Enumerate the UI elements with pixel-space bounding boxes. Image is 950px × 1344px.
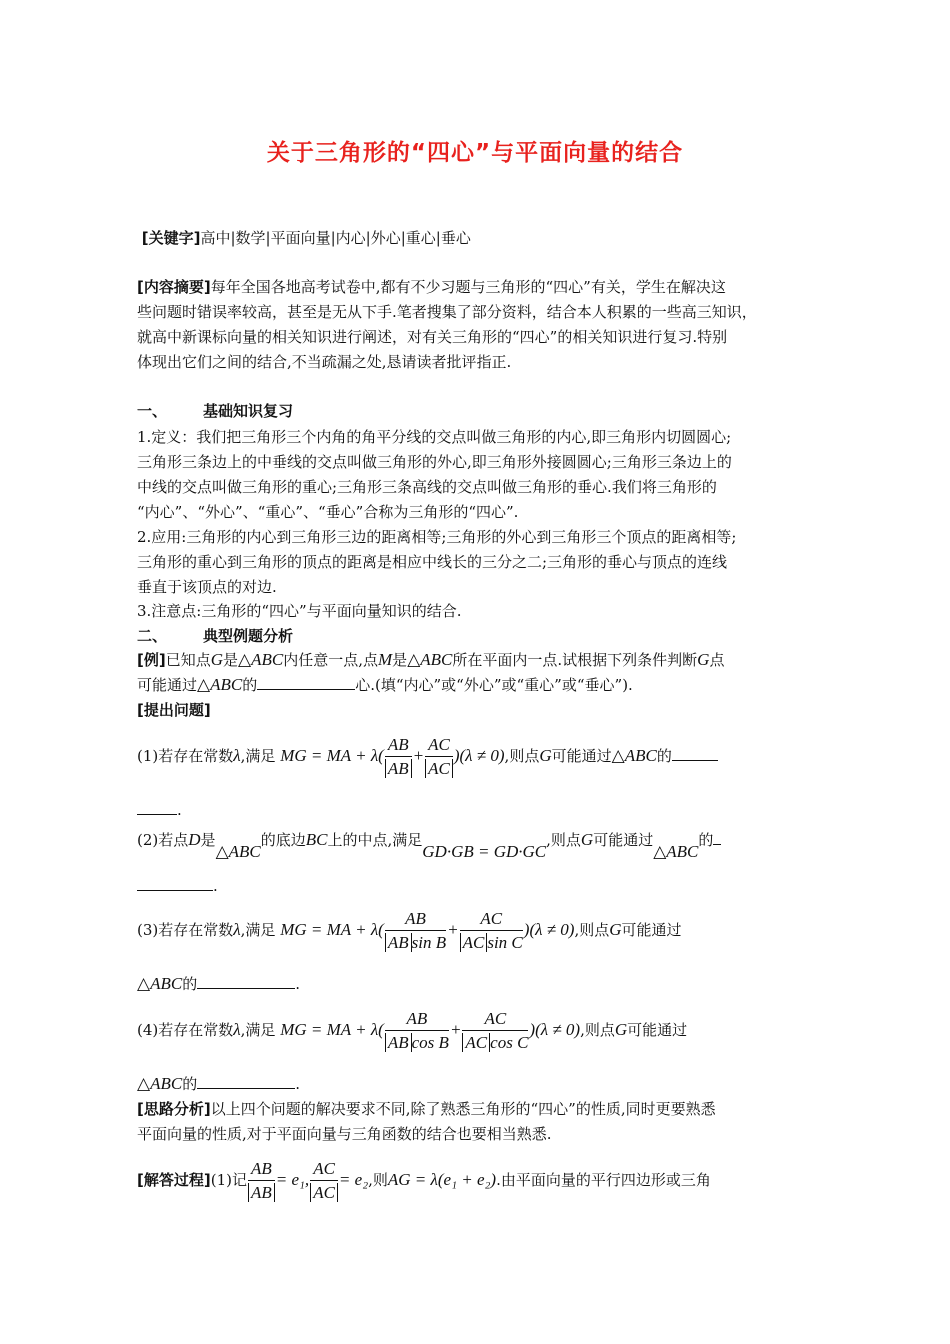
text: ,满足 xyxy=(240,1021,276,1039)
section-heading-2 xyxy=(137,624,817,648)
text: . xyxy=(177,801,182,819)
text: 的 xyxy=(242,676,258,694)
section-number: 二、 xyxy=(137,627,168,645)
text: ,满足 xyxy=(240,747,276,765)
abstract-text: 每年全国各地高考试卷中,都有不少习题与三角形的“四心”有关，学生在解决这 xyxy=(210,278,726,296)
fraction-ab xyxy=(248,1158,275,1205)
text: .由平面向量的平行四边形或三角 xyxy=(496,1171,711,1189)
math-triangle: △ABC xyxy=(238,650,284,669)
math-triangle: △ABC xyxy=(653,842,699,861)
text: ,则点 xyxy=(546,831,581,849)
text: 可能通过 xyxy=(627,1021,688,1039)
text: 的 xyxy=(656,747,672,765)
abstract-line-2: 些问题时错误率较高，甚至是无从下手.笔者搜集了部分资料，结合本人积累的一些高三知识， xyxy=(137,303,757,321)
denominator: AB xyxy=(385,1033,412,1052)
math-equation: AG = λ(e₁ + e₂) xyxy=(387,1170,497,1189)
text: 可能通过 xyxy=(551,747,612,765)
document-title: 关于三角形的“四心”与平面向量的结合 xyxy=(266,140,684,166)
text: . xyxy=(295,1075,300,1093)
abstract-label: [内容摘要] xyxy=(137,278,211,296)
text: ,则 xyxy=(368,1171,388,1189)
question-number: (3) xyxy=(137,921,159,939)
numerator: AC xyxy=(310,1158,338,1181)
section1-line-4: “内心”、“外心”、“重心”、“垂心”合称为三角形的“四心”. xyxy=(137,503,519,521)
denominator: AC xyxy=(462,1033,490,1052)
answer-blank xyxy=(257,675,355,690)
math-lambda: λ xyxy=(233,746,241,765)
plus-sign: + xyxy=(412,746,425,765)
section1-line-6: 三角形的重心到三角形的顶点的距离是相应中线长的三分之二;三角形的垂心与顶点的连线 xyxy=(137,553,728,571)
question-number: (1) xyxy=(137,747,159,765)
numerator: AC xyxy=(462,1008,528,1031)
text: 若点 xyxy=(158,831,189,849)
section-title: 基础知识复习 xyxy=(203,402,294,420)
solution-label: [解答过程] xyxy=(137,1171,211,1189)
question-2-continued xyxy=(137,874,817,898)
denominator: AB xyxy=(385,759,412,778)
math-bc: BC xyxy=(305,830,328,849)
text: 是 xyxy=(223,651,239,669)
math-equation: GD·GB = GD·GC xyxy=(422,842,547,861)
math-triangle: △ABC xyxy=(197,675,243,694)
question-4-continued xyxy=(137,1072,817,1096)
section-number: 一、 xyxy=(137,402,168,420)
question-1-continued xyxy=(137,798,817,822)
math-triangle: △ABC xyxy=(611,746,657,765)
question-2 xyxy=(137,824,817,861)
example-line-2 xyxy=(137,673,817,697)
keywords-label: [关键字] xyxy=(141,229,201,247)
text: 上的中点,满足 xyxy=(327,831,423,849)
fraction-ac xyxy=(310,1158,338,1205)
text: . xyxy=(213,877,218,895)
question-3-continued xyxy=(137,972,817,996)
denominator: AB xyxy=(385,933,412,952)
trig: sin B xyxy=(411,932,447,952)
text: 可能通过 xyxy=(593,831,654,849)
abstract-line-4: 体现出它们之间的结合,不当疏漏之处,恳请读者批评指正. xyxy=(137,353,512,371)
plus-sign: + xyxy=(447,920,459,939)
text: 是 xyxy=(200,831,216,849)
answer-blank xyxy=(137,800,177,815)
text: 的 xyxy=(698,831,714,849)
fraction-ac xyxy=(425,734,453,781)
text: 的 xyxy=(182,975,198,993)
analysis-text: 以上四个问题的解决要求不同,除了熟悉三角形的“四心”的性质,同时更要熟悉 xyxy=(210,1100,716,1118)
denominator: AC xyxy=(460,933,488,952)
section1-line-7: 垂直于该顶点的对边. xyxy=(137,578,277,596)
math-g: G xyxy=(539,746,552,765)
math-triangle: △ABC xyxy=(137,1074,183,1093)
numerator: AB xyxy=(385,734,412,757)
answer-blank xyxy=(137,876,213,891)
text: 心.(填“内心”或“外心”或“重心”或“垂心”). xyxy=(355,676,633,694)
text: 是 xyxy=(392,651,408,669)
abstract-line-3: 就高中新课标向量的相关知识进行阐述，对有关三角形的“四心”的相关知识进行复习.特别 xyxy=(137,328,728,346)
denominator: AB xyxy=(248,1183,275,1202)
text: ,则点 xyxy=(580,1021,615,1039)
section1-line-8: 3.注意点:三角形的“四心”与平面向量知识的结合. xyxy=(137,602,462,620)
text: 的 xyxy=(182,1075,198,1093)
questions-label: [提出问题] xyxy=(137,701,211,719)
answer-blank xyxy=(672,746,718,761)
math-g: G xyxy=(697,650,710,669)
section1-line-3: 中线的交点叫做三角形的重心;三角形三条高线的交点叫做三角形的垂心.我们将三角形的 xyxy=(137,478,717,496)
numerator: AB xyxy=(385,908,446,931)
analysis-label: [思路分析] xyxy=(137,1100,211,1118)
question-4 xyxy=(137,1002,817,1058)
numerator: AC xyxy=(460,908,523,931)
numerator: AC xyxy=(425,734,453,757)
math-triangle: △ABC xyxy=(137,974,183,993)
text: 若存在常数 xyxy=(158,1021,234,1039)
plus-sign: + xyxy=(449,1020,462,1039)
question-number: (4) xyxy=(137,1021,159,1039)
text: 可能通过 xyxy=(621,921,682,939)
text: 若存在常数 xyxy=(158,921,234,939)
math-expression: MG = MA + λ( xyxy=(280,920,384,939)
math-g: G xyxy=(580,830,594,849)
text: 内任意一点,点 xyxy=(283,651,378,669)
numerator: AB xyxy=(385,1008,449,1031)
fraction-ab-sin xyxy=(385,908,446,955)
trig: sin C xyxy=(487,932,523,952)
text: (1)记 xyxy=(210,1171,247,1189)
math-expression: )(λ ≠ 0) xyxy=(529,1020,581,1039)
analysis-line-1 xyxy=(137,1097,817,1121)
question-1 xyxy=(137,730,817,782)
section-heading-1 xyxy=(137,399,817,423)
math-expression: )(λ ≠ 0) xyxy=(523,920,575,939)
math-expression: )(λ ≠ 0) xyxy=(453,746,505,765)
trig: cos B xyxy=(411,1032,449,1052)
question-number: (2) xyxy=(137,831,159,849)
math-lambda: λ xyxy=(233,1020,241,1039)
keywords-text: 高中|数学|平面向量|内心|外心|重心|垂心 xyxy=(200,229,471,247)
math-lambda: λ xyxy=(233,920,241,939)
text: 的底边 xyxy=(260,831,306,849)
math-e1: = e₁, xyxy=(275,1170,310,1189)
math-triangle: △ABC xyxy=(215,842,261,861)
text: 点 xyxy=(709,651,725,669)
fraction-ab-cos xyxy=(385,1008,449,1055)
text: ,则点 xyxy=(504,747,540,765)
text: 已知点 xyxy=(165,651,211,669)
math-e2: = e₂ xyxy=(338,1170,369,1189)
math-expression: MG = MA + λ( xyxy=(280,746,384,765)
fraction-ab xyxy=(385,734,412,781)
text: 若存在常数 xyxy=(158,747,234,765)
section1-line-5: 2.应用:三角形的内心到三角形三边的距离相等;三角形的外心到三角形三个顶点的距离相等; xyxy=(137,528,737,546)
fraction-ac-sin xyxy=(460,908,523,955)
numerator: AB xyxy=(248,1158,275,1181)
math-triangle: △ABC xyxy=(407,650,453,669)
math-g: G xyxy=(614,1020,628,1039)
example-line-1 xyxy=(137,648,817,672)
math-g: G xyxy=(210,650,224,669)
text: ,则点 xyxy=(574,921,610,939)
answer-blank xyxy=(713,830,721,845)
question-3 xyxy=(137,902,817,958)
math-m: M xyxy=(378,650,393,669)
analysis-line-2: 平面向量的性质,对于平面向量与三角函数的结合也要相当熟悉. xyxy=(137,1125,552,1143)
text: 可能通过 xyxy=(137,676,198,694)
fraction-ac-cos xyxy=(462,1008,528,1055)
answer-blank xyxy=(197,974,295,989)
keywords-line xyxy=(137,226,817,250)
math-g: G xyxy=(609,920,622,939)
solution-line xyxy=(137,1152,817,1208)
answer-blank xyxy=(197,1074,295,1089)
text: 所在平面内一点.试根据下列条件判断 xyxy=(452,651,698,669)
trig: cos C xyxy=(490,1032,529,1052)
text: ,满足 xyxy=(240,921,276,939)
text: . xyxy=(295,975,300,993)
denominator: AC xyxy=(425,759,453,778)
denominator: AC xyxy=(310,1183,338,1202)
abstract-line-1 xyxy=(137,275,817,299)
math-expression: MG = MA + λ( xyxy=(280,1020,384,1039)
section-title: 典型例题分析 xyxy=(203,627,294,645)
math-d: D xyxy=(188,830,201,849)
section1-line-2: 三角形三条边上的中垂线的交点叫做三角形的外心,即三角形外接圆圆心;三角形三条边上的 xyxy=(137,453,732,471)
example-label: [例] xyxy=(137,651,166,669)
section1-line-1: 1.定义：我们把三角形三个内角的角平分线的交点叫做三角形的内心,即三角形内切圆圆心; xyxy=(137,428,732,446)
